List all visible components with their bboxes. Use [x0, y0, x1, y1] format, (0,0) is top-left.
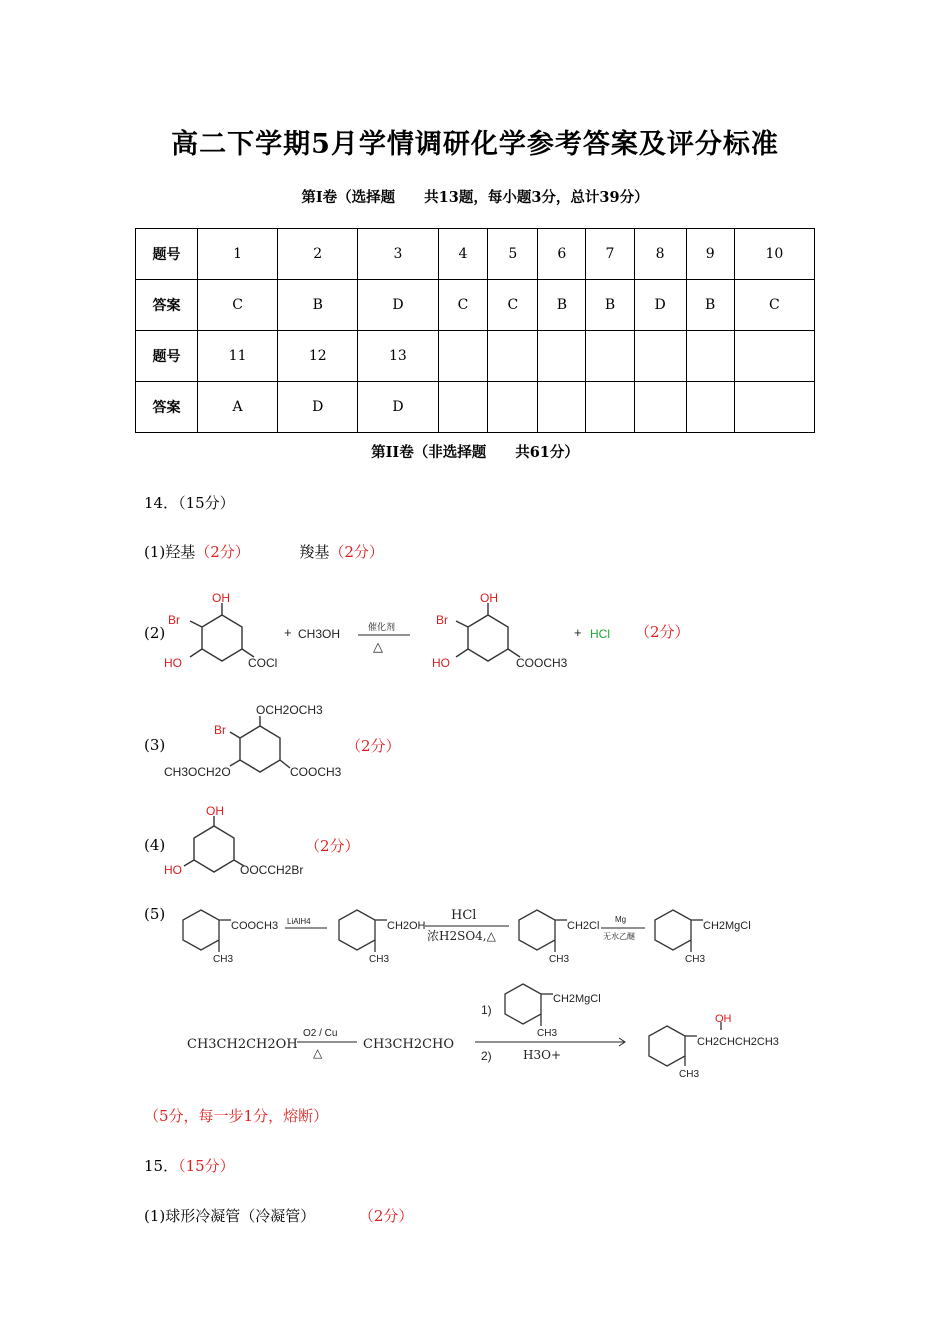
table-cell: [634, 382, 686, 433]
plus-sign-2: +: [574, 625, 582, 640]
table-row: [136, 331, 815, 382]
ho-label: HO: [164, 656, 182, 670]
q14-p5-route-1: [175, 898, 795, 974]
mg-reagent: Mg: [615, 915, 627, 924]
table-cell: 1: [198, 229, 278, 280]
q14-p2-score: （2分）: [635, 623, 690, 641]
q14-p5-score: （5分，每一步1分，熔断）: [144, 1107, 329, 1125]
table-cell: [586, 382, 634, 433]
q15-p1-score: （2分）: [358, 1207, 414, 1225]
q14-p1-label: (1)羟基: [144, 543, 196, 561]
q15-p1-label: (1)球形冷凝管（冷凝管）: [144, 1207, 316, 1225]
table-cell: 3: [358, 229, 438, 280]
part1-heading: 第I卷（选择题 共13题，每小题3分，总计39分）: [301, 189, 649, 206]
table-cell: [686, 331, 734, 382]
oh-label-4: OH: [206, 804, 224, 818]
table-cell: 8: [634, 229, 686, 280]
q14-header: 14．（15分）: [144, 494, 235, 512]
product-chain-label: CH2CHCH2CH3: [697, 1036, 779, 1048]
benzene-ring-5c: [519, 910, 567, 952]
br-label-2: Br: [436, 613, 448, 627]
oh-label-product: OH: [715, 1013, 732, 1025]
table-cell: 9: [686, 229, 734, 280]
step-1-label: 1): [481, 1003, 492, 1017]
och2och3-label: OCH2OCH3: [256, 703, 323, 717]
ch3-label-5a: CH3: [213, 954, 234, 965]
part2-heading: 第II卷（非选择题 共61分）: [371, 444, 579, 461]
table-cell: [438, 382, 488, 433]
q14-p2-label: (2): [144, 624, 166, 642]
ch3och2o-label: CH3OCH2O: [164, 765, 231, 779]
cooch3-label-5a: COOCH3: [231, 920, 279, 932]
plus-sign: +: [284, 625, 292, 640]
table-cell: [734, 331, 814, 382]
table-cell: C: [198, 280, 278, 331]
table-cell: [488, 382, 538, 433]
table-cell: B: [538, 280, 586, 331]
row-header: 答案: [136, 280, 198, 331]
q15-header-label: 15．: [144, 1157, 179, 1175]
benzene-ring-grignard: [505, 984, 553, 1026]
oh-label-2: OH: [480, 591, 498, 605]
answer-table: [135, 228, 815, 433]
row-header: 答案: [136, 382, 198, 433]
step-2-label: 2): [481, 1049, 492, 1063]
table-cell: C: [438, 280, 488, 331]
benzene-ring-5d: [655, 910, 703, 952]
q14-part1: [144, 541, 384, 562]
propanal-label: CH3CH2CHO: [363, 1037, 455, 1052]
row-header: 题号: [136, 229, 198, 280]
br-label-3: Br: [214, 723, 226, 737]
table-cell: 2: [278, 229, 358, 280]
benzene-ring-5b: [339, 910, 387, 952]
benzene-ring-5a: [183, 910, 231, 952]
propanol-label: CH3CH2CH2OH: [187, 1037, 298, 1052]
table-cell: B: [686, 280, 734, 331]
ooccch2br-label: OOCCH2Br: [240, 863, 304, 877]
table-cell: 12: [278, 331, 358, 382]
q15-header: [144, 1155, 235, 1176]
table-cell: A: [198, 382, 278, 433]
ch2mgcl-label: CH2MgCl: [703, 920, 751, 932]
table-cell: D: [358, 382, 438, 433]
ch3-label-5c: CH3: [549, 954, 570, 965]
q14-p2-reaction: [160, 585, 720, 685]
q14-p3-score: （2分）: [346, 737, 401, 755]
ether-solvent: 无水乙醚: [603, 932, 635, 941]
q14-p1-score2: （2分）: [329, 543, 384, 561]
table-cell: 4: [438, 229, 488, 280]
q14-p4-structure: [160, 800, 310, 886]
q14-p3-structure: [160, 700, 360, 786]
benzene-ring-4: [184, 816, 244, 872]
table-cell: B: [586, 280, 634, 331]
table-cell: [586, 331, 634, 382]
table-cell: 5: [488, 229, 538, 280]
table-cell: 13: [358, 331, 438, 382]
q14-p4-score: （2分）: [305, 837, 360, 855]
ho-label-2: HO: [432, 656, 450, 670]
ch2mgcl-label-2: CH2MgCl: [553, 993, 601, 1005]
ho-label-4: HO: [164, 863, 182, 877]
ch2cl-label: CH2Cl: [567, 920, 600, 932]
oxidant-label: O2 / Cu: [303, 1028, 338, 1039]
table-row: [136, 382, 815, 433]
table-cell: [634, 331, 686, 382]
table-cell: C: [734, 280, 814, 331]
table-cell: 6: [538, 229, 586, 280]
table-cell: D: [358, 280, 438, 331]
table-row: [136, 280, 815, 331]
h2so4-reagent: 浓H2SO4,△: [427, 929, 496, 943]
table-cell: D: [634, 280, 686, 331]
cocl-label: COCl: [248, 656, 278, 670]
table-cell: [686, 382, 734, 433]
q15-header-score: （15分）: [178, 1157, 235, 1175]
ch3-label-grignard: CH3: [537, 1028, 558, 1039]
ch2oh-label: CH2OH: [387, 920, 426, 932]
q14-p5-route-2: [185, 980, 785, 1080]
q14-p1-label2: 羧基: [299, 543, 330, 561]
methanol-label: CH3OH: [298, 627, 341, 641]
table-cell: B: [278, 280, 358, 331]
q14-p4-label: (4): [144, 836, 166, 854]
ch3-label-5d: CH3: [685, 954, 706, 965]
br-label: Br: [168, 613, 180, 627]
q14-p5-label: (5): [144, 905, 166, 923]
hcl-reagent: HCl: [451, 908, 477, 923]
ch3-label-product: CH3: [679, 1069, 700, 1080]
heat-symbol-ox: △: [313, 1046, 323, 1060]
heat-symbol: △: [373, 639, 383, 654]
hcl-product: HCl: [590, 627, 610, 641]
row-header: 题号: [136, 331, 198, 382]
oh-label: OH: [212, 591, 230, 605]
ch3-label-5b: CH3: [369, 954, 390, 965]
table-cell: D: [278, 382, 358, 433]
lialh4-label: LiAlH4: [287, 917, 311, 926]
cooch3-label: COOCH3: [516, 656, 568, 670]
cooch3-label-3: COOCH3: [290, 765, 342, 779]
table-cell: 7: [586, 229, 634, 280]
table-row: [136, 229, 815, 280]
page-title: 高二下学期5月学情调研化学参考答案及评分标准: [171, 129, 779, 160]
q14-p1-score: （2分）: [195, 543, 250, 561]
table-cell: [538, 382, 586, 433]
table-cell: [488, 331, 538, 382]
table-cell: 10: [734, 229, 814, 280]
catalyst-label: 催化剂: [368, 622, 396, 632]
q15-part1: [144, 1205, 413, 1226]
table-cell: [438, 331, 488, 382]
benzene-ring-3: [230, 716, 290, 772]
table-cell: [734, 382, 814, 433]
benzene-ring-1: [190, 603, 254, 661]
benzene-ring-2: [456, 603, 520, 661]
table-cell: [538, 331, 586, 382]
h3o-label: H3O+: [523, 1048, 561, 1062]
table-cell: C: [488, 280, 538, 331]
q14-p3-label: (3): [144, 736, 166, 754]
table-cell: 11: [198, 331, 278, 382]
